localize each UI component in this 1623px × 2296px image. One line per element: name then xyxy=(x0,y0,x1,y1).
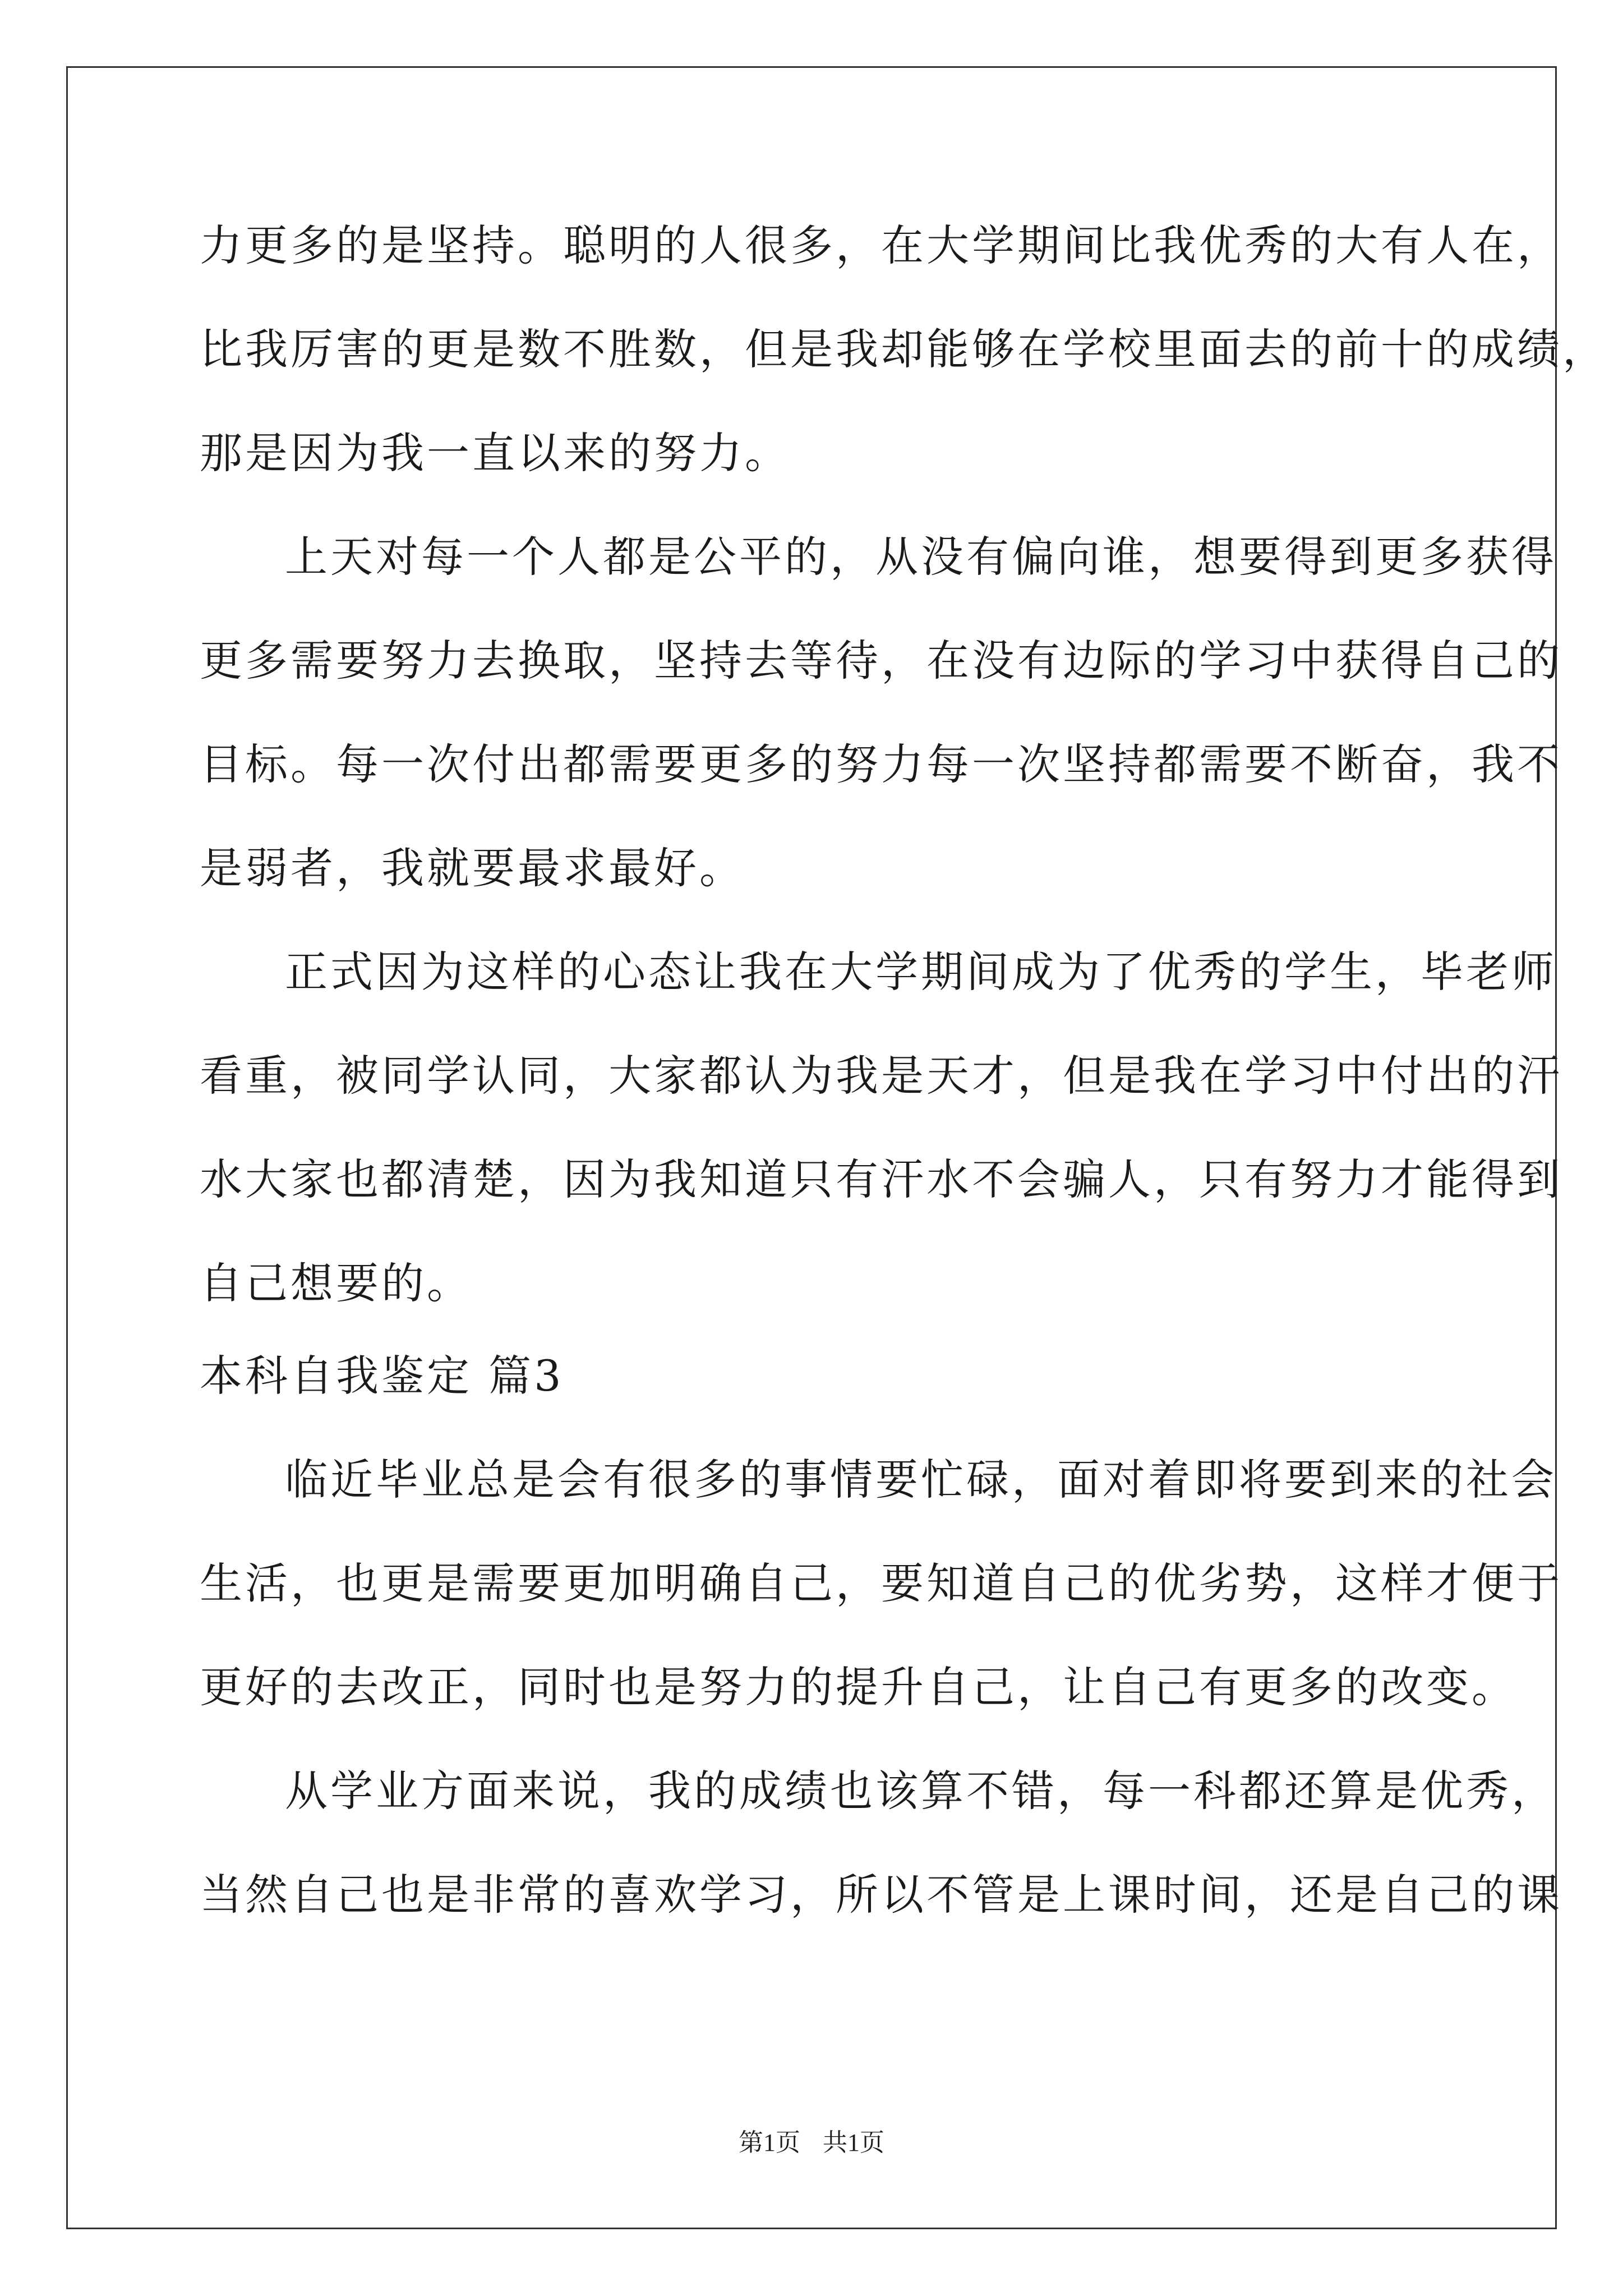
paragraph-line: 看重，被同学认同，大家都认为我是天才，但是我在学习中付出的汗 xyxy=(200,1051,1562,1101)
paragraph-line: 自己想要的。 xyxy=(200,1258,472,1308)
paragraph-line: 水大家也都清楚，因为我知道只有汗水不会骗人，只有努力才能得到 xyxy=(200,1154,1562,1204)
page-footer xyxy=(0,2131,1623,2155)
paragraph-line: 当然自己也是非常的喜欢学习，所以不管是上课时间，还是自己的课 xyxy=(200,1870,1562,1920)
paragraph-line: 临近毕业总是会有很多的事情要忙碌，面对着即将要到来的社会 xyxy=(285,1455,1557,1504)
section-heading: 本科自我鉴定 篇3 xyxy=(200,1351,564,1401)
paragraph-line: 生活，也更是需要更加明确自己，要知道自己的优劣势，这样才便于 xyxy=(200,1558,1562,1608)
paragraph-line: 更好的去改正，同时也是努力的提升自己，让自己有更多的改变。 xyxy=(200,1662,1517,1712)
paragraph-line: 是弱者，我就要最求最好。 xyxy=(200,843,745,893)
paragraph-line: 那是因为我一直以来的努力。 xyxy=(200,428,790,478)
paragraph-line: 正式因为这样的心态让我在大学期间成为了优秀的学生，毕老师 xyxy=(285,947,1557,997)
paragraph-line: 从学业方面来说，我的成绩也该算不错，每一科都还算是优秀， xyxy=(285,1766,1557,1816)
paragraph-line: 目标。每一次付出都需要更多的努力每一次坚持都需要不断奋，我不 xyxy=(200,739,1562,789)
page-number-current: 第1页 xyxy=(739,2129,800,2156)
paragraph-line: 更多需要努力去换取，坚持去等待，在没有边际的学习中获得自己的 xyxy=(200,636,1562,685)
paragraph-line: 上天对每一个人都是公平的，从没有偏向谁，想要得到更多获得 xyxy=(285,532,1557,582)
paragraph-line: 比我厉害的更是数不胜数，但是我却能够在学校里面去的前十的成绩， xyxy=(200,324,1608,374)
paragraph-line: 力更多的是坚持。聪明的人很多，在大学期间比我优秀的大有人在， xyxy=(200,220,1562,270)
page-number-total: 共1页 xyxy=(823,2129,884,2156)
